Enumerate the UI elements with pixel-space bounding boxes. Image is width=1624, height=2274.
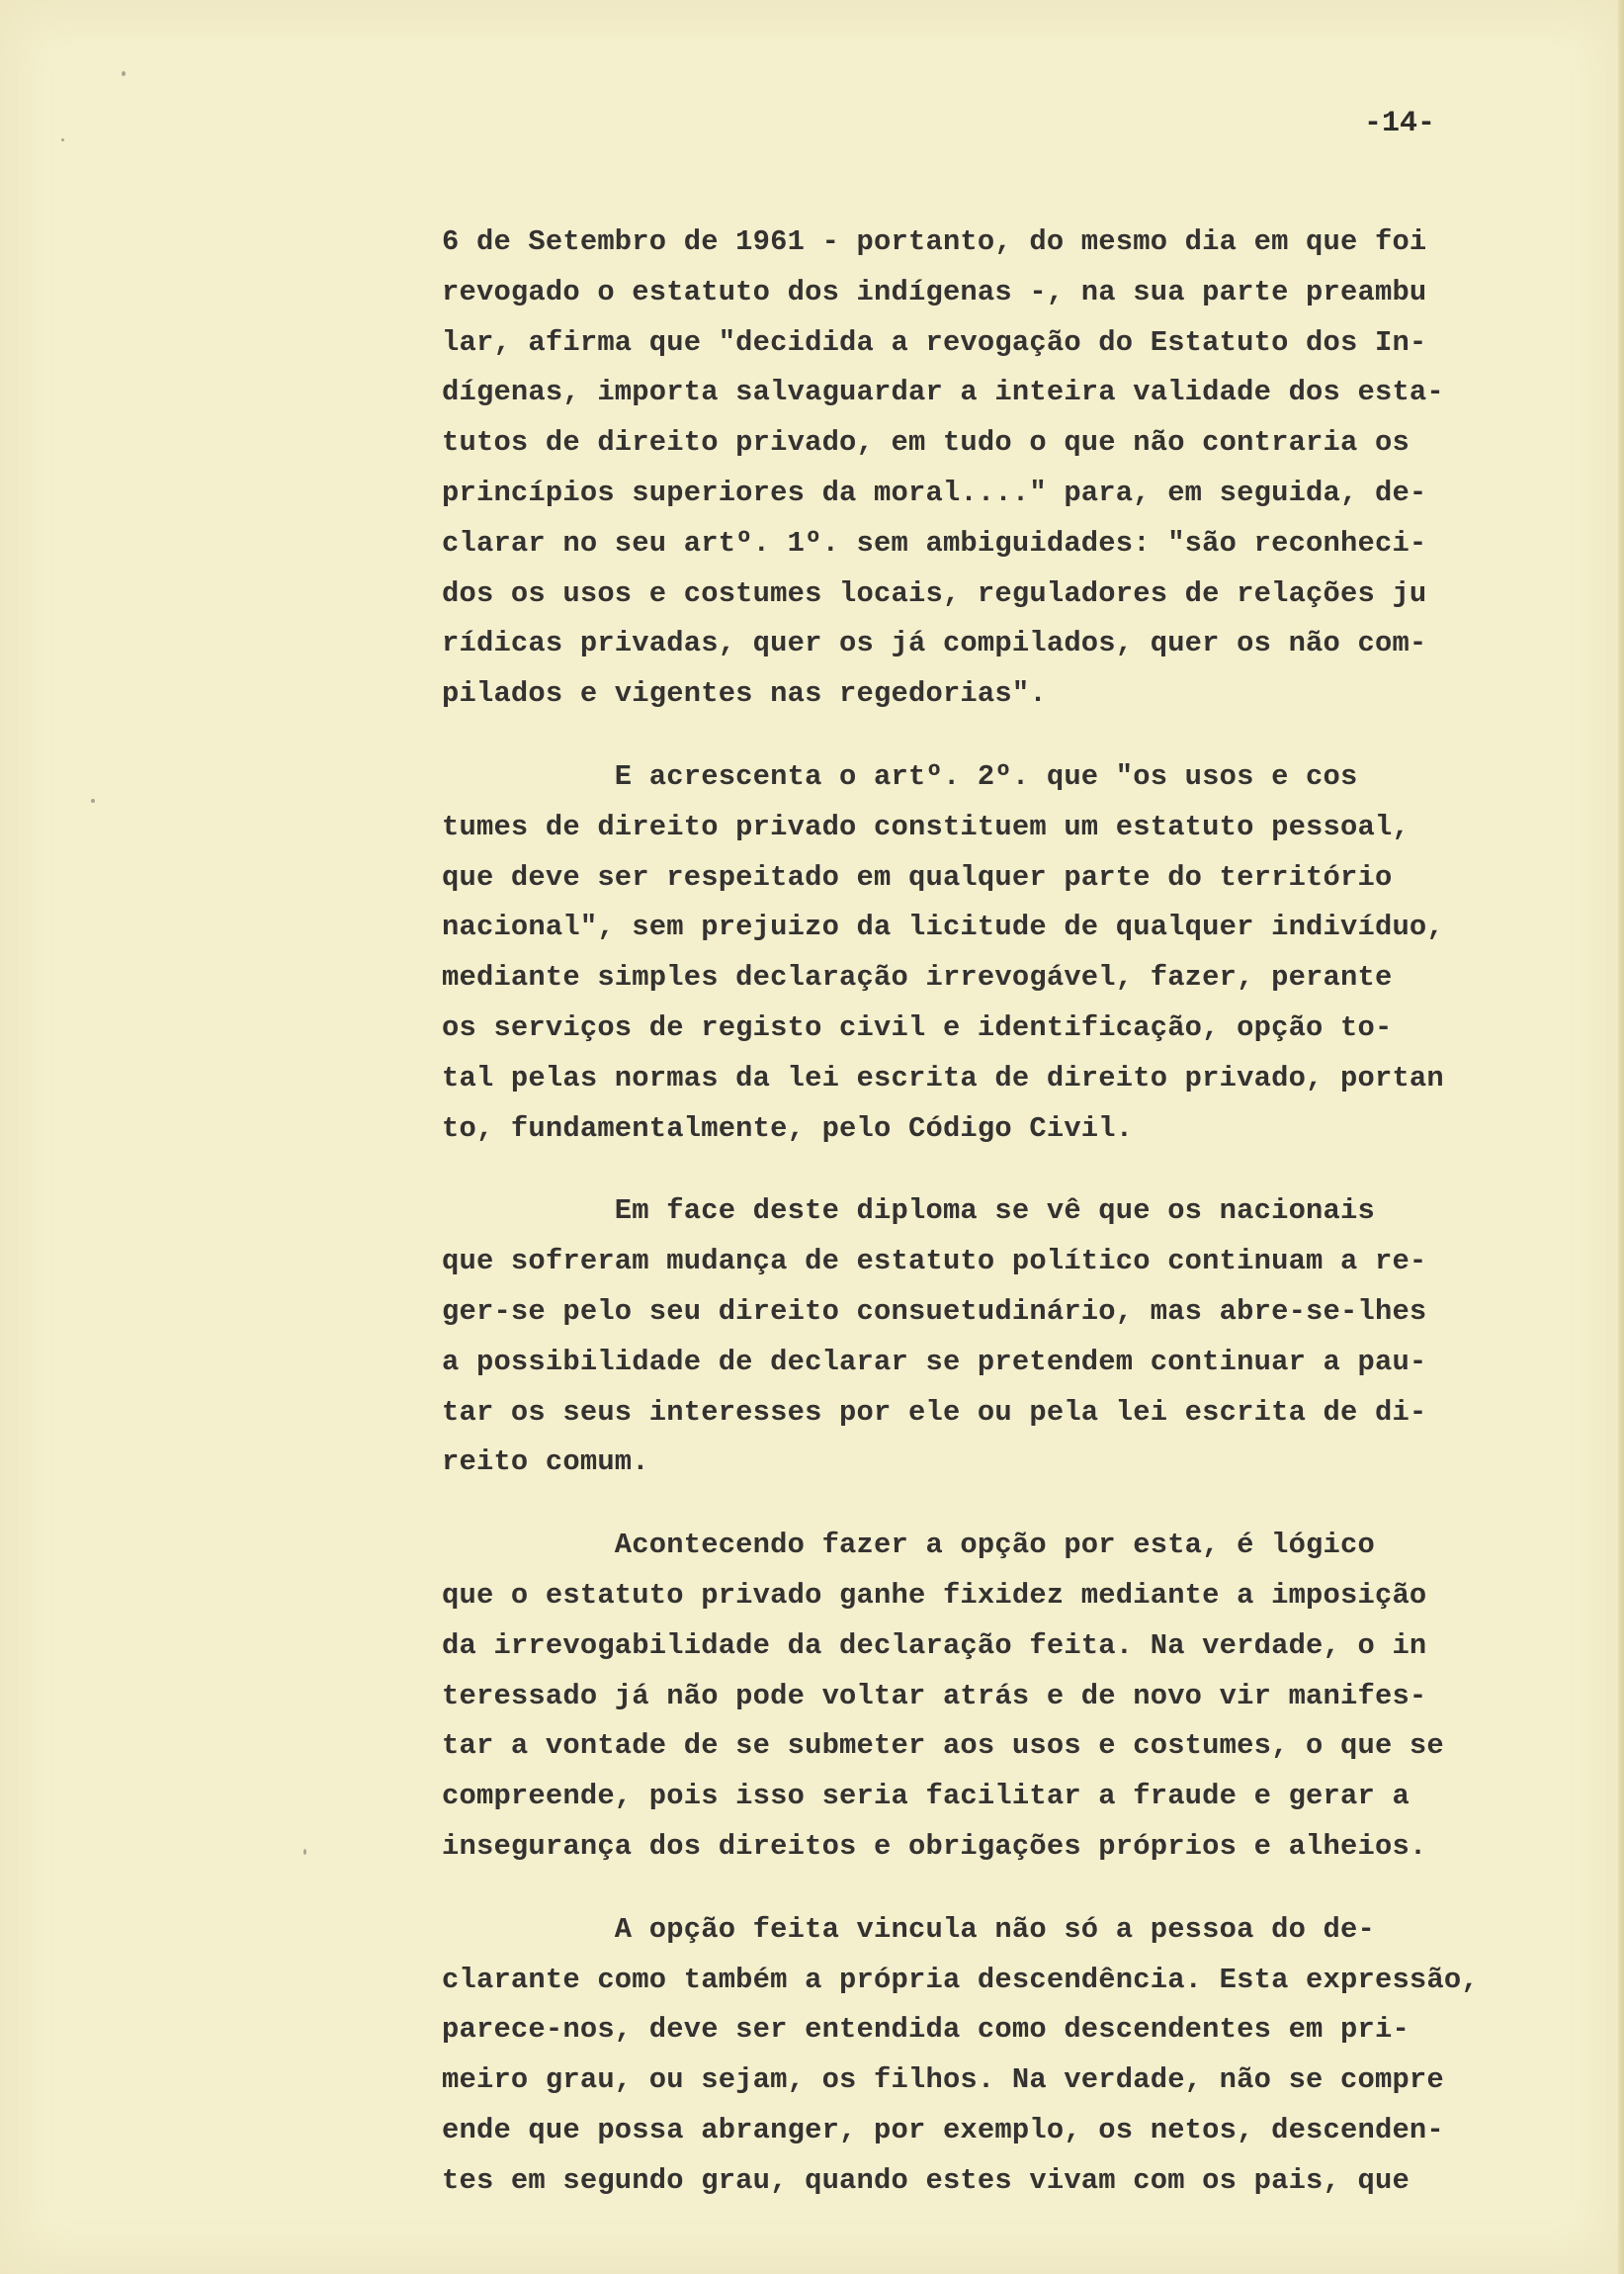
text-line: ende que possa abranger, por exemplo, os netos, descenden- (442, 2113, 1444, 2146)
text-line: ger-se pelo seu direito consuetudinário, mas abre-se-lhes (442, 1294, 1427, 1328)
paper-speck (61, 138, 64, 141)
paragraph (442, 1186, 1579, 1488)
text-line: dígenas, importa salvaguardar a inteira validade dos esta- (442, 376, 1444, 409)
text-line: parece-nos, deve ser entendida como descendentes em pri- (442, 2013, 1410, 2047)
text-line: tar os seus interesses por ele ou pela lei escrita de di- (442, 1395, 1427, 1429)
text-line: A opção feita vincula não só a pessoa do de- (442, 1912, 1375, 1946)
text-line: a possibilidade de declarar se pretendem continuar a pau- (442, 1345, 1427, 1378)
text-line: da irrevogabilidade da declaração feita. Na verdade, o in (442, 1628, 1427, 1662)
text-line: tes em segundo grau, quando estes vivam com os pais, que (442, 2163, 1410, 2197)
text-line: to, fundamentalmente, pelo Código Civil. (442, 1111, 1134, 1145)
page-edge (1618, 0, 1624, 2274)
text-line: lar, afirma que "decidida a revogação do Estatuto dos In- (442, 325, 1427, 359)
paragraph (442, 1521, 1579, 1873)
text-line: pilados e vigentes nas regedorias". (442, 677, 1047, 711)
text-line: insegurança dos direitos e obrigações próprios e alheios. (442, 1829, 1427, 1863)
text-line: que sofreram mudança de estatuto político continuam a re- (442, 1245, 1427, 1278)
text-line: tumes de direito privado constituem um estatuto pessoal, (442, 810, 1410, 843)
text-line: que o estatuto privado ganhe fixidez mediante a imposição (442, 1578, 1427, 1612)
text-line: Em face deste diploma se vê que os nacionais (442, 1194, 1375, 1228)
text-line: tutos de direito privado, em tudo o que não contraria os (442, 426, 1410, 460)
text-line: teressado já não pode voltar atrás e de novo vir manifes- (442, 1679, 1427, 1712)
paper-speck (91, 799, 95, 803)
text-line: clarar no seu artº. 1º. sem ambiguidades: "são reconheci- (442, 526, 1427, 560)
text-line: revogado o estatuto dos indígenas -, na sua parte preambu (442, 275, 1427, 308)
page-number: -14- (1364, 107, 1436, 140)
text-line: os serviços de registo civil e identificação, opção to- (442, 1010, 1393, 1044)
text-line: reito comum. (442, 1445, 649, 1479)
paper-speck (122, 71, 126, 76)
paragraph (442, 218, 1579, 720)
text-line: tal pelas normas da lei escrita de direito privado, portan (442, 1061, 1444, 1094)
text-line: nacional", sem prejuizo da licitude de qualquer indivíduo, (442, 911, 1444, 944)
text-line: que deve ser respeitado em qualquer parte do território (442, 860, 1393, 894)
paper-speck (303, 1849, 306, 1855)
body-text (442, 218, 1579, 2206)
text-line: Acontecendo fazer a opção por esta, é lógico (442, 1529, 1375, 1562)
text-line: meiro grau, ou sejam, os filhos. Na verdade, não se compre (442, 2063, 1444, 2097)
text-line: princípios superiores da moral...." para, em seguida, de- (442, 476, 1427, 509)
text-line: E acrescenta o artº. 2º. que "os usos e cos (442, 759, 1358, 793)
text-line: 6 de Setembro de 1961 - portanto, do mesmo dia em que foi (442, 225, 1427, 258)
paragraph (442, 752, 1579, 1154)
paragraph (442, 1905, 1579, 2207)
text-line: clarante como também a própria descendência. Esta expressão, (442, 1963, 1479, 1996)
text-line: rídicas privadas, quer os já compilados, quer os não com- (442, 627, 1427, 660)
text-line: dos os usos e costumes locais, reguladores de relações ju (442, 576, 1427, 610)
text-line: compreende, pois isso seria facilitar a fraude e gerar a (442, 1780, 1410, 1813)
text-line: tar a vontade de se submeter aos usos e costumes, o que se (442, 1729, 1444, 1763)
text-line: mediante simples declaração irrevogável, fazer, perante (442, 961, 1393, 995)
